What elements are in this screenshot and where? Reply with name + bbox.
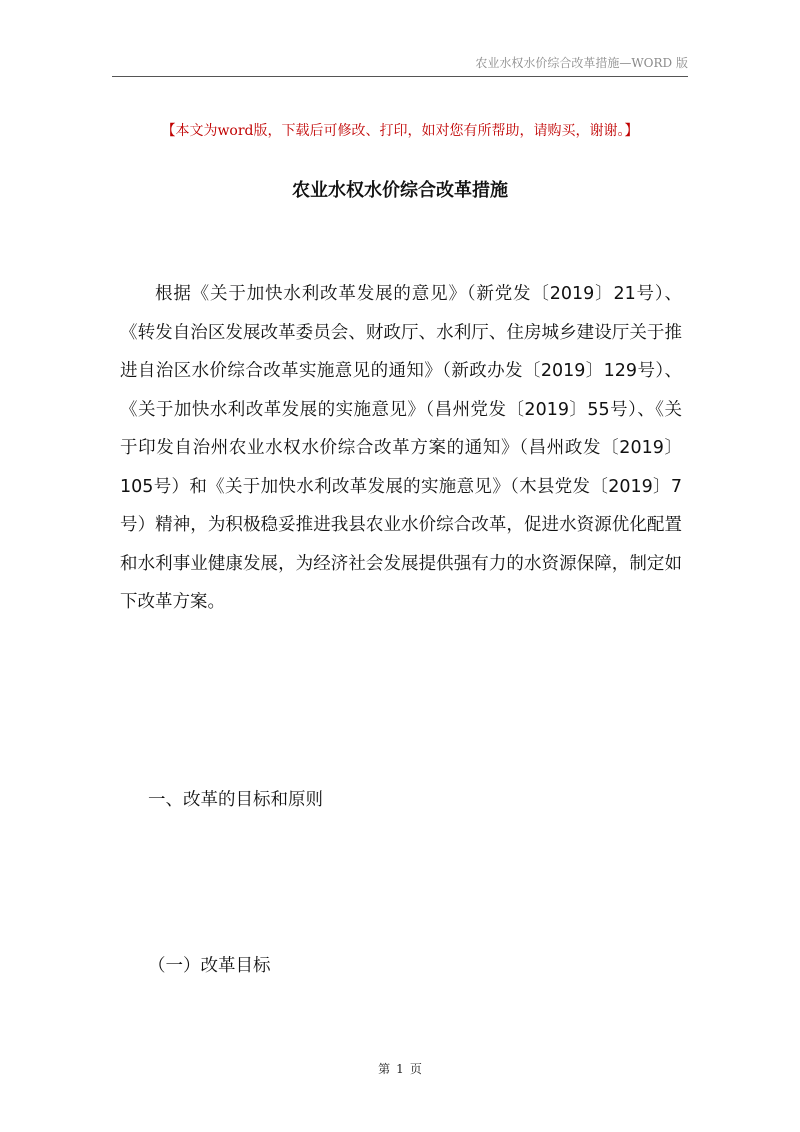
document-title: 农业水权水价综合改革措施 bbox=[292, 180, 508, 201]
download-notice: 【本文为word版，下载后可修改、打印，如对您有所帮助，请购买，谢谢。】 bbox=[161, 123, 639, 139]
page-footer bbox=[0, 1060, 800, 1077]
sub-heading: （一）改革目标 bbox=[148, 956, 271, 976]
intro-paragraph: 根据《关于加快水利改革发展的意见》（新党发〔2019〕21号）、《转发自治区发展改革委员会、财政厅、水利厅、住房城乡建设厅关于推进自治区水价综合改革实施意见的通知》（新政办发〔2019〕129号）、《关于加快水利改革发展的实施意见》（昌州党发〔2019〕55号）、《关于印发自治州农业水权水价综合改革方案的通知》（昌州政发〔2019〕105号）和《关于加快水利改革发展的实施意见》（木县党发〔2019〕7号）精神，为积极稳妥推进我县农业水价综合改革，促进水资源优化配置和水利事业健康发展，为经济社会发展提供强有力的水资源保障，制定如下改革方案。 bbox=[120, 284, 682, 612]
page-number: 1 bbox=[396, 1062, 404, 1076]
page-suffix: 页 bbox=[409, 1062, 422, 1076]
running-header: 农业水权水价综合改革措施—WORD 版 bbox=[475, 56, 688, 70]
header-divider bbox=[112, 76, 688, 77]
section-heading: 一、改革的目标和原则 bbox=[148, 790, 323, 810]
page-prefix: 第 bbox=[378, 1062, 391, 1076]
